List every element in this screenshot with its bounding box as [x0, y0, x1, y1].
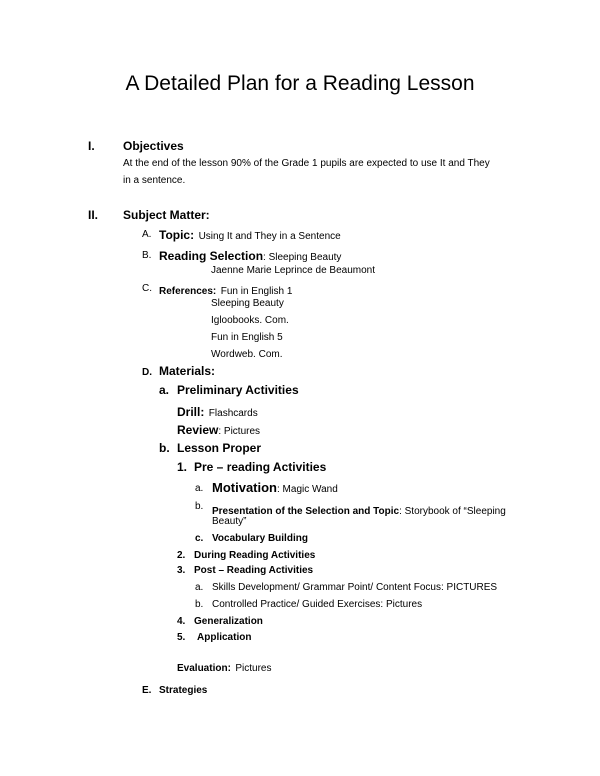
evaluation-line: [177, 658, 271, 676]
evaluation-text: Pictures: [235, 663, 272, 674]
references-line: [159, 281, 292, 299]
presentation-letter: b.: [195, 501, 204, 512]
pre-reading-num: 1.: [177, 460, 188, 474]
objectives-text-line1: At the end of the lesson 90% of the Grade 1 pupils are expected to use It and They: [123, 158, 490, 169]
controlled-text: Controlled Practice/ Guided Exercises: Pictures: [212, 599, 423, 610]
during-num: 2.: [177, 550, 186, 561]
skills-letter: a.: [195, 582, 204, 593]
reading-selection-label: Reading Selection: [159, 249, 264, 263]
motivation-letter: a.: [195, 483, 204, 494]
reading-selection-author: Jaenne Marie Leprince de Beaumont: [211, 265, 375, 276]
subject-matter-heading: Subject Matter:: [123, 208, 210, 222]
materials-label: Materials:: [159, 364, 216, 378]
application-num: 5.: [177, 632, 186, 643]
preliminary-label: Preliminary Activities: [177, 383, 299, 397]
reference-item: Igloobooks. Com.: [211, 315, 289, 326]
reading-selection-letter: B.: [142, 250, 152, 261]
references-label: References:: [159, 286, 217, 297]
application-label: Application: [197, 632, 252, 643]
section-numeral-i: I.: [88, 139, 95, 153]
drill-text: Flashcards: [208, 408, 258, 419]
presentation-label: Presentation of the Selection and Topic: [212, 506, 400, 517]
reference-item: Wordweb. Com.: [211, 349, 283, 360]
generalization-label: Generalization: [194, 616, 263, 627]
topic-text: Using It and They in a Sentence: [198, 231, 341, 242]
objectives-heading: Objectives: [123, 139, 184, 153]
topic-line: [159, 226, 341, 244]
topic-letter: A.: [142, 229, 152, 240]
preliminary-letter: a.: [159, 383, 170, 397]
reading-selection-line: [159, 247, 341, 265]
reading-selection-text: : Sleeping Beauty: [263, 252, 342, 263]
skills-text: Skills Development/ Grammar Point/ Content Focus: PICTURES: [212, 582, 498, 593]
presentation-text: : Storybook of “Sleeping: [399, 506, 506, 517]
topic-label: Topic:: [159, 228, 195, 242]
lesson-proper-letter: b.: [159, 441, 170, 455]
post-label: Post – Reading Activities: [194, 565, 314, 576]
reference-item: Fun in English 5: [211, 332, 283, 343]
motivation-label: Motivation: [212, 480, 277, 495]
references-letter: C.: [142, 283, 152, 294]
vocabulary-label: Vocabulary Building: [212, 533, 308, 544]
materials-letter: D.: [142, 367, 152, 378]
motivation-text: : Magic Wand: [277, 484, 338, 495]
review-line: [177, 421, 260, 439]
objectives-text-line2: in a sentence.: [123, 175, 186, 186]
strategies-label: Strategies: [159, 685, 208, 696]
presentation-text-continued: Beauty”: [212, 516, 247, 527]
review-text: : Pictures: [218, 426, 261, 437]
reference-item: Sleeping Beauty: [211, 298, 284, 309]
controlled-letter: b.: [195, 599, 204, 610]
vocabulary-letter: c.: [195, 533, 204, 544]
generalization-num: 4.: [177, 616, 186, 627]
evaluation-label: Evaluation:: [177, 663, 231, 674]
post-num: 3.: [177, 565, 186, 576]
review-label: Review: [177, 423, 219, 437]
page-title: A Detailed Plan for a Reading Lesson: [125, 72, 475, 95]
lesson-proper-label: Lesson Proper: [177, 441, 262, 455]
section-numeral-ii: II.: [88, 208, 99, 222]
presentation-line: [212, 501, 506, 519]
strategies-letter: E.: [142, 685, 152, 696]
reference-item: Fun in English 1: [220, 286, 293, 297]
pre-reading-label: Pre – reading Activities: [194, 460, 327, 474]
during-label: During Reading Activities: [194, 550, 316, 561]
motivation-line: [212, 479, 338, 497]
drill-label: Drill:: [177, 405, 205, 419]
drill-line: [177, 403, 258, 421]
